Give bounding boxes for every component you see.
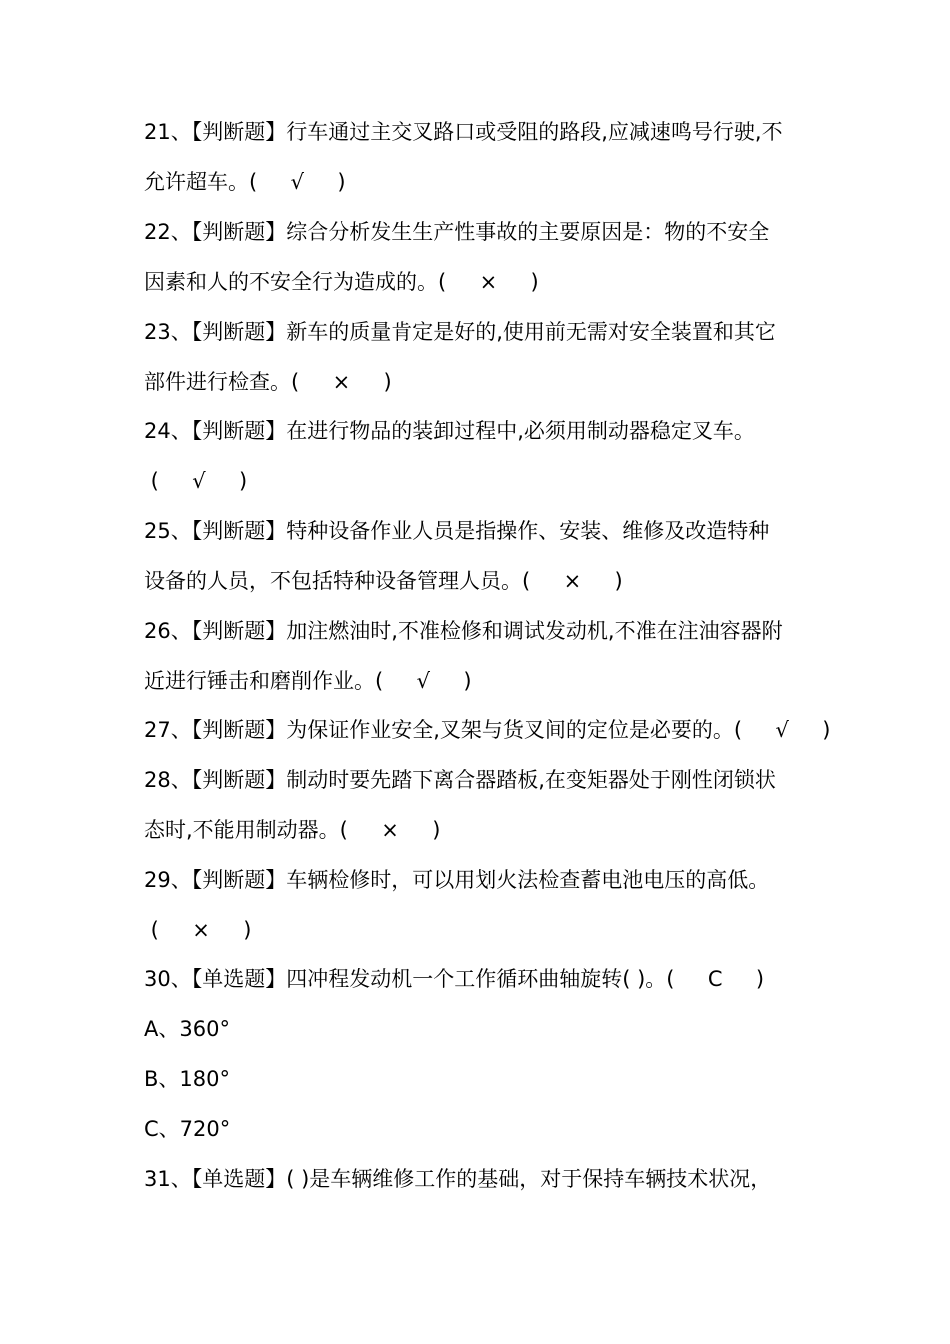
q21-line-2: 允许超车。( √ ) (144, 170, 346, 194)
q24-line-1: 24、【判断题】在进行物品的装卸过程中,必须用制动器稳定叉车。 (144, 419, 755, 443)
q30-option-c: C、720° (144, 1117, 231, 1141)
q27-line-1: 27、【判断题】为保证作业安全,叉架与货叉间的定位是必要的。( √ ) (144, 718, 831, 742)
q26-line-2: 近进行锤击和磨削作业。( √ ) (144, 669, 472, 693)
q23-line-2: 部件进行检查。( × ) (144, 370, 392, 394)
q29-line-1: 29、【判断题】车辆检修时，可以用划火法检查蓄电池电压的高低。 (144, 868, 770, 892)
q31-line-1: 31、【单选题】( )是车辆维修工作的基础，对于保持车辆技术状况， (144, 1167, 772, 1191)
q25-line-2: 设备的人员，不包括特种设备管理人员。( × ) (144, 569, 623, 593)
q30-option-b: B、180° (144, 1067, 230, 1091)
q22-line-2: 因素和人的不安全行为造成的。( × ) (144, 270, 539, 294)
q26-line-1: 26、【判断题】加注燃油时,不准检修和调试发动机,不准在注油容器附 (144, 619, 783, 643)
q21-line-1: 21、【判断题】行车通过主交叉路口或受阻的路段,应减速鸣号行驶,不 (144, 120, 783, 144)
q28-line-1: 28、【判断题】制动时要先踏下离合器踏板,在变矩器处于刚性闭锁状 (144, 768, 776, 792)
q28-line-2: 态时,不能用制动器。( × ) (144, 818, 441, 842)
q23-line-1: 23、【判断题】新车的质量肯定是好的,使用前无需对安全装置和其它 (144, 320, 776, 344)
q30-line-1: 30、【单选题】四冲程发动机一个工作循环曲轴旋转( )。( C ) (144, 967, 765, 991)
q24-line-2: ( √ ) (144, 469, 248, 493)
q30-option-a: A、360° (144, 1017, 230, 1041)
q22-line-1: 22、【判断题】综合分析发生生产性事故的主要原因是：物的不安全 (144, 220, 770, 244)
q25-line-1: 25、【判断题】特种设备作业人员是指操作、安装、维修及改造特种 (144, 519, 770, 543)
q29-line-2: ( × ) (144, 918, 252, 942)
